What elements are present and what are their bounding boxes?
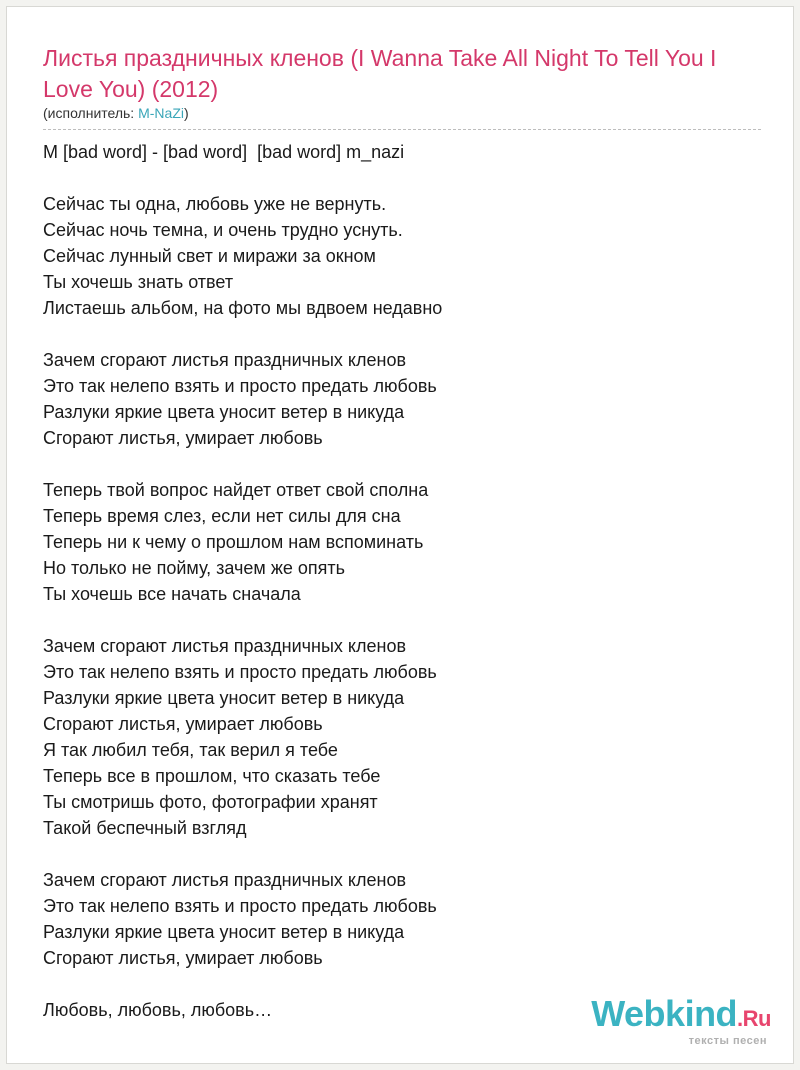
lyric-line: Теперь твой вопрос найдет ответ свой сполна: [43, 480, 429, 500]
lyric-line: Листаешь альбом, на фото мы вдвоем недавно: [43, 298, 443, 318]
artist-link[interactable]: M-NaZi: [138, 105, 184, 121]
logo-tagline: тексты песен: [688, 1035, 767, 1047]
lyric-line: Сейчас ты одна, любовь уже не вернуть.: [43, 194, 387, 214]
stanza-break: [43, 321, 763, 347]
stanza-break: [43, 165, 763, 191]
artist-line: [43, 105, 189, 121]
lyric-line: Разлуки яркие цвета уносит ветер в никуда: [43, 688, 405, 708]
lyric-line: Сейчас ночь темна, и очень трудно уснуть.: [43, 220, 403, 240]
lyric-line: Зачем сгорают листья праздничных кленов: [43, 870, 407, 890]
lyric-line: Но только не пойму, зачем же опять: [43, 558, 345, 578]
song-title: Листья праздничных кленов (I Wanna Take All Night To Tell You I Love You) (2012): [43, 45, 717, 102]
artist-suffix: ): [183, 105, 189, 121]
site-logo[interactable]: [591, 993, 771, 1047]
logo-main-text: Webkind: [591, 993, 738, 1034]
lyric-line: Это так нелепо взять и просто предать любовь: [43, 662, 437, 682]
lyric-line: Это так нелепо взять и просто предать любовь: [43, 376, 437, 396]
lyric-line: Ты хочешь знать ответ: [43, 272, 234, 292]
lyric-line: Сейчас лунный свет и миражи за окном: [43, 246, 376, 266]
lyric-line: Теперь все в прошлом, что сказать тебе: [43, 766, 381, 786]
lyric-line: Разлуки яркие цвета уносит ветер в никуда: [43, 922, 405, 942]
lyric-line: Любовь, любовь, любовь…: [43, 1000, 273, 1020]
lyric-line: Это так нелепо взять и просто предать любовь: [43, 896, 437, 916]
lyric-line: Теперь время слез, если нет силы для сна: [43, 506, 401, 526]
logo-ru-text: .Ru: [737, 1006, 771, 1031]
lyric-line: Зачем сгорают листья праздничных кленов: [43, 350, 407, 370]
lyrics-body: [43, 139, 763, 1023]
lyric-line: Сгорают листья, умирает любовь: [43, 428, 323, 448]
lyric-line: Ты смотришь фото, фотографии хранят: [43, 792, 378, 812]
lyric-line: Такой беспечный взгляд: [43, 818, 247, 838]
artist-prefix: (исполнитель:: [43, 105, 139, 121]
lyric-line: Я так любил тебя, так верил я тебе: [43, 740, 338, 760]
lyric-line: Ты хочешь все начать сначала: [43, 584, 301, 604]
lyric-line: Зачем сгорают листья праздничных кленов: [43, 636, 407, 656]
lyrics-page: [6, 6, 794, 1064]
stanza-break: [43, 607, 763, 633]
lyric-line: Теперь ни к чему о прошлом нам вспоминать: [43, 532, 424, 552]
lyric-line: M [bad word] - [bad word] [bad word] m_nazi: [43, 142, 405, 162]
title-divider: [43, 129, 761, 130]
lyric-line: Разлуки яркие цвета уносит ветер в никуда: [43, 402, 405, 422]
stanza-break: [43, 451, 763, 477]
stanza-break: [43, 841, 763, 867]
lyric-line: Сгорают листья, умирает любовь: [43, 948, 323, 968]
lyric-line: Сгорают листья, умирает любовь: [43, 714, 323, 734]
